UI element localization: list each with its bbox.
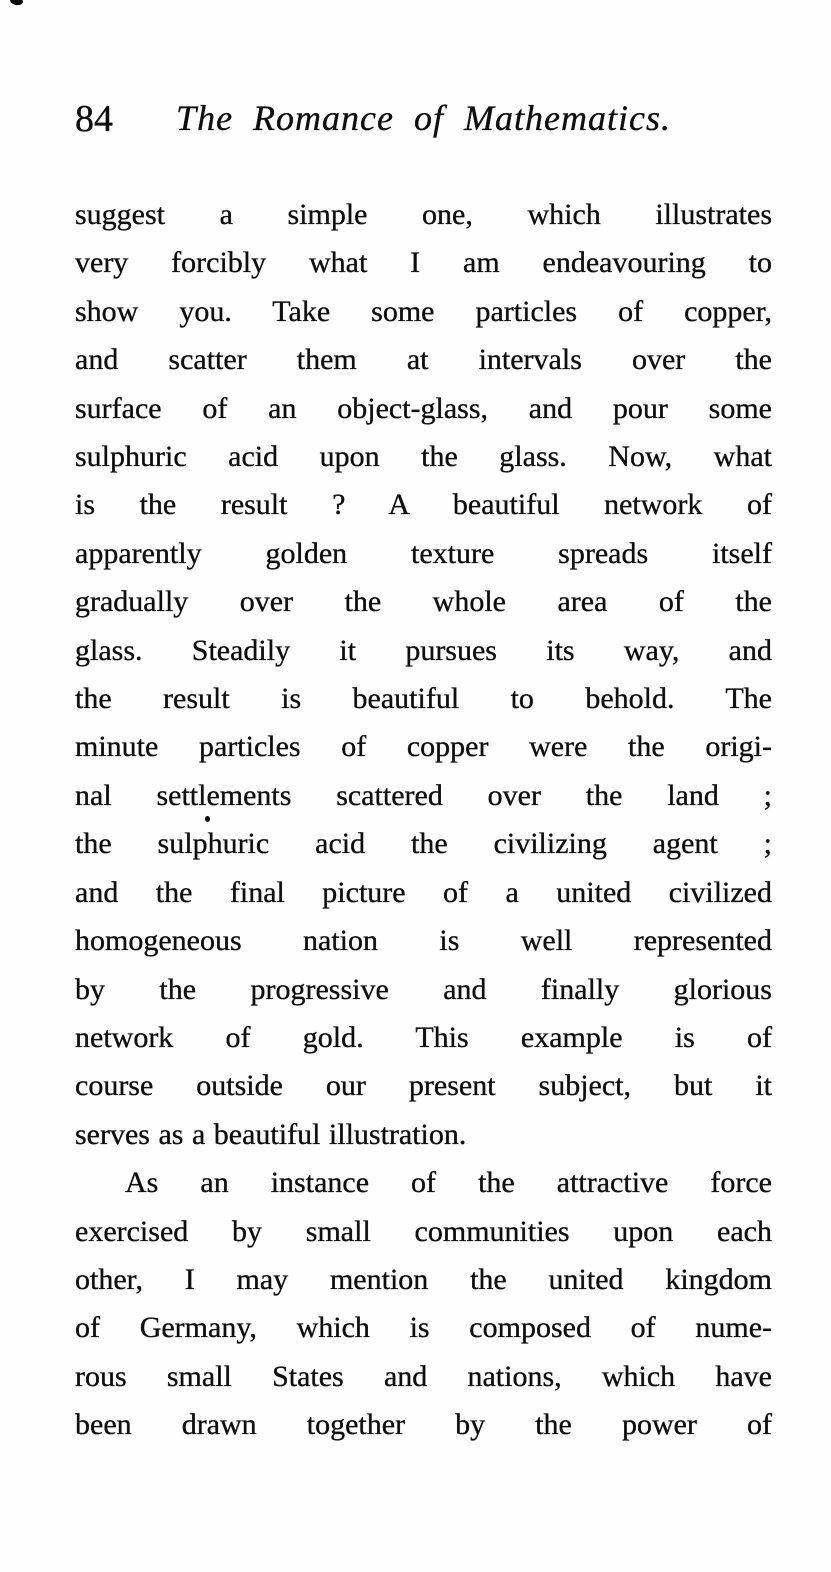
text-line: apparently golden texture spreads itself: [75, 536, 772, 570]
text-line: homogeneous nation is well represented: [75, 924, 772, 958]
text-line: course outside our present subject, but it: [75, 1069, 772, 1103]
scan-artifact-speck: [9, 0, 23, 6]
text-line: other, I may mention the united kingdom: [75, 1262, 772, 1296]
text-line: As an instance of the attractive force: [125, 1166, 772, 1200]
text-line: been drawn together by the power of: [75, 1408, 772, 1442]
text-line: minute particles of copper were the origi-: [75, 730, 772, 764]
text-line: network of gold. This example is of: [75, 1020, 772, 1054]
text-line: suggest a simple one, which illustrates: [75, 198, 772, 231]
running-title: The Romance of Mathematics.: [176, 98, 671, 138]
text-line: of Germany, which is composed of nume-: [75, 1311, 772, 1345]
scan-artifact-speck: [205, 816, 210, 822]
text-line: exercised by small communities upon each: [75, 1214, 772, 1248]
text-line: is the result ? A beautiful network of: [75, 488, 772, 522]
page-number: 84: [75, 98, 113, 140]
text-line: the sulphuric acid the civilizing agent ;: [75, 827, 772, 861]
text-line: and scatter them at intervals over the: [75, 343, 772, 377]
text-line: glass. Steadily it pursues its way, and: [75, 633, 772, 667]
text-line: and the final picture of a united civilized: [75, 875, 772, 909]
page-header: [75, 96, 772, 144]
text-line: very forcibly what I am endeavouring to: [75, 246, 772, 280]
text-line: the result is beautiful to behold. The: [75, 682, 772, 716]
page-body: [75, 191, 772, 1450]
text-line: nal settlements scattered over the land ;: [75, 778, 772, 812]
text-line: rous small States and nations, which have: [75, 1359, 772, 1393]
text-line: surface of an object-glass, and pour some: [75, 391, 772, 425]
text-line: serves as a beautiful illustration.: [75, 1117, 467, 1151]
text-line: by the progressive and finally glorious: [75, 972, 772, 1006]
text-line: show you. Take some particles of copper,: [75, 294, 772, 328]
text-line: sulphuric acid upon the glass. Now, what: [75, 440, 772, 474]
text-line: gradually over the whole area of the: [75, 585, 772, 619]
